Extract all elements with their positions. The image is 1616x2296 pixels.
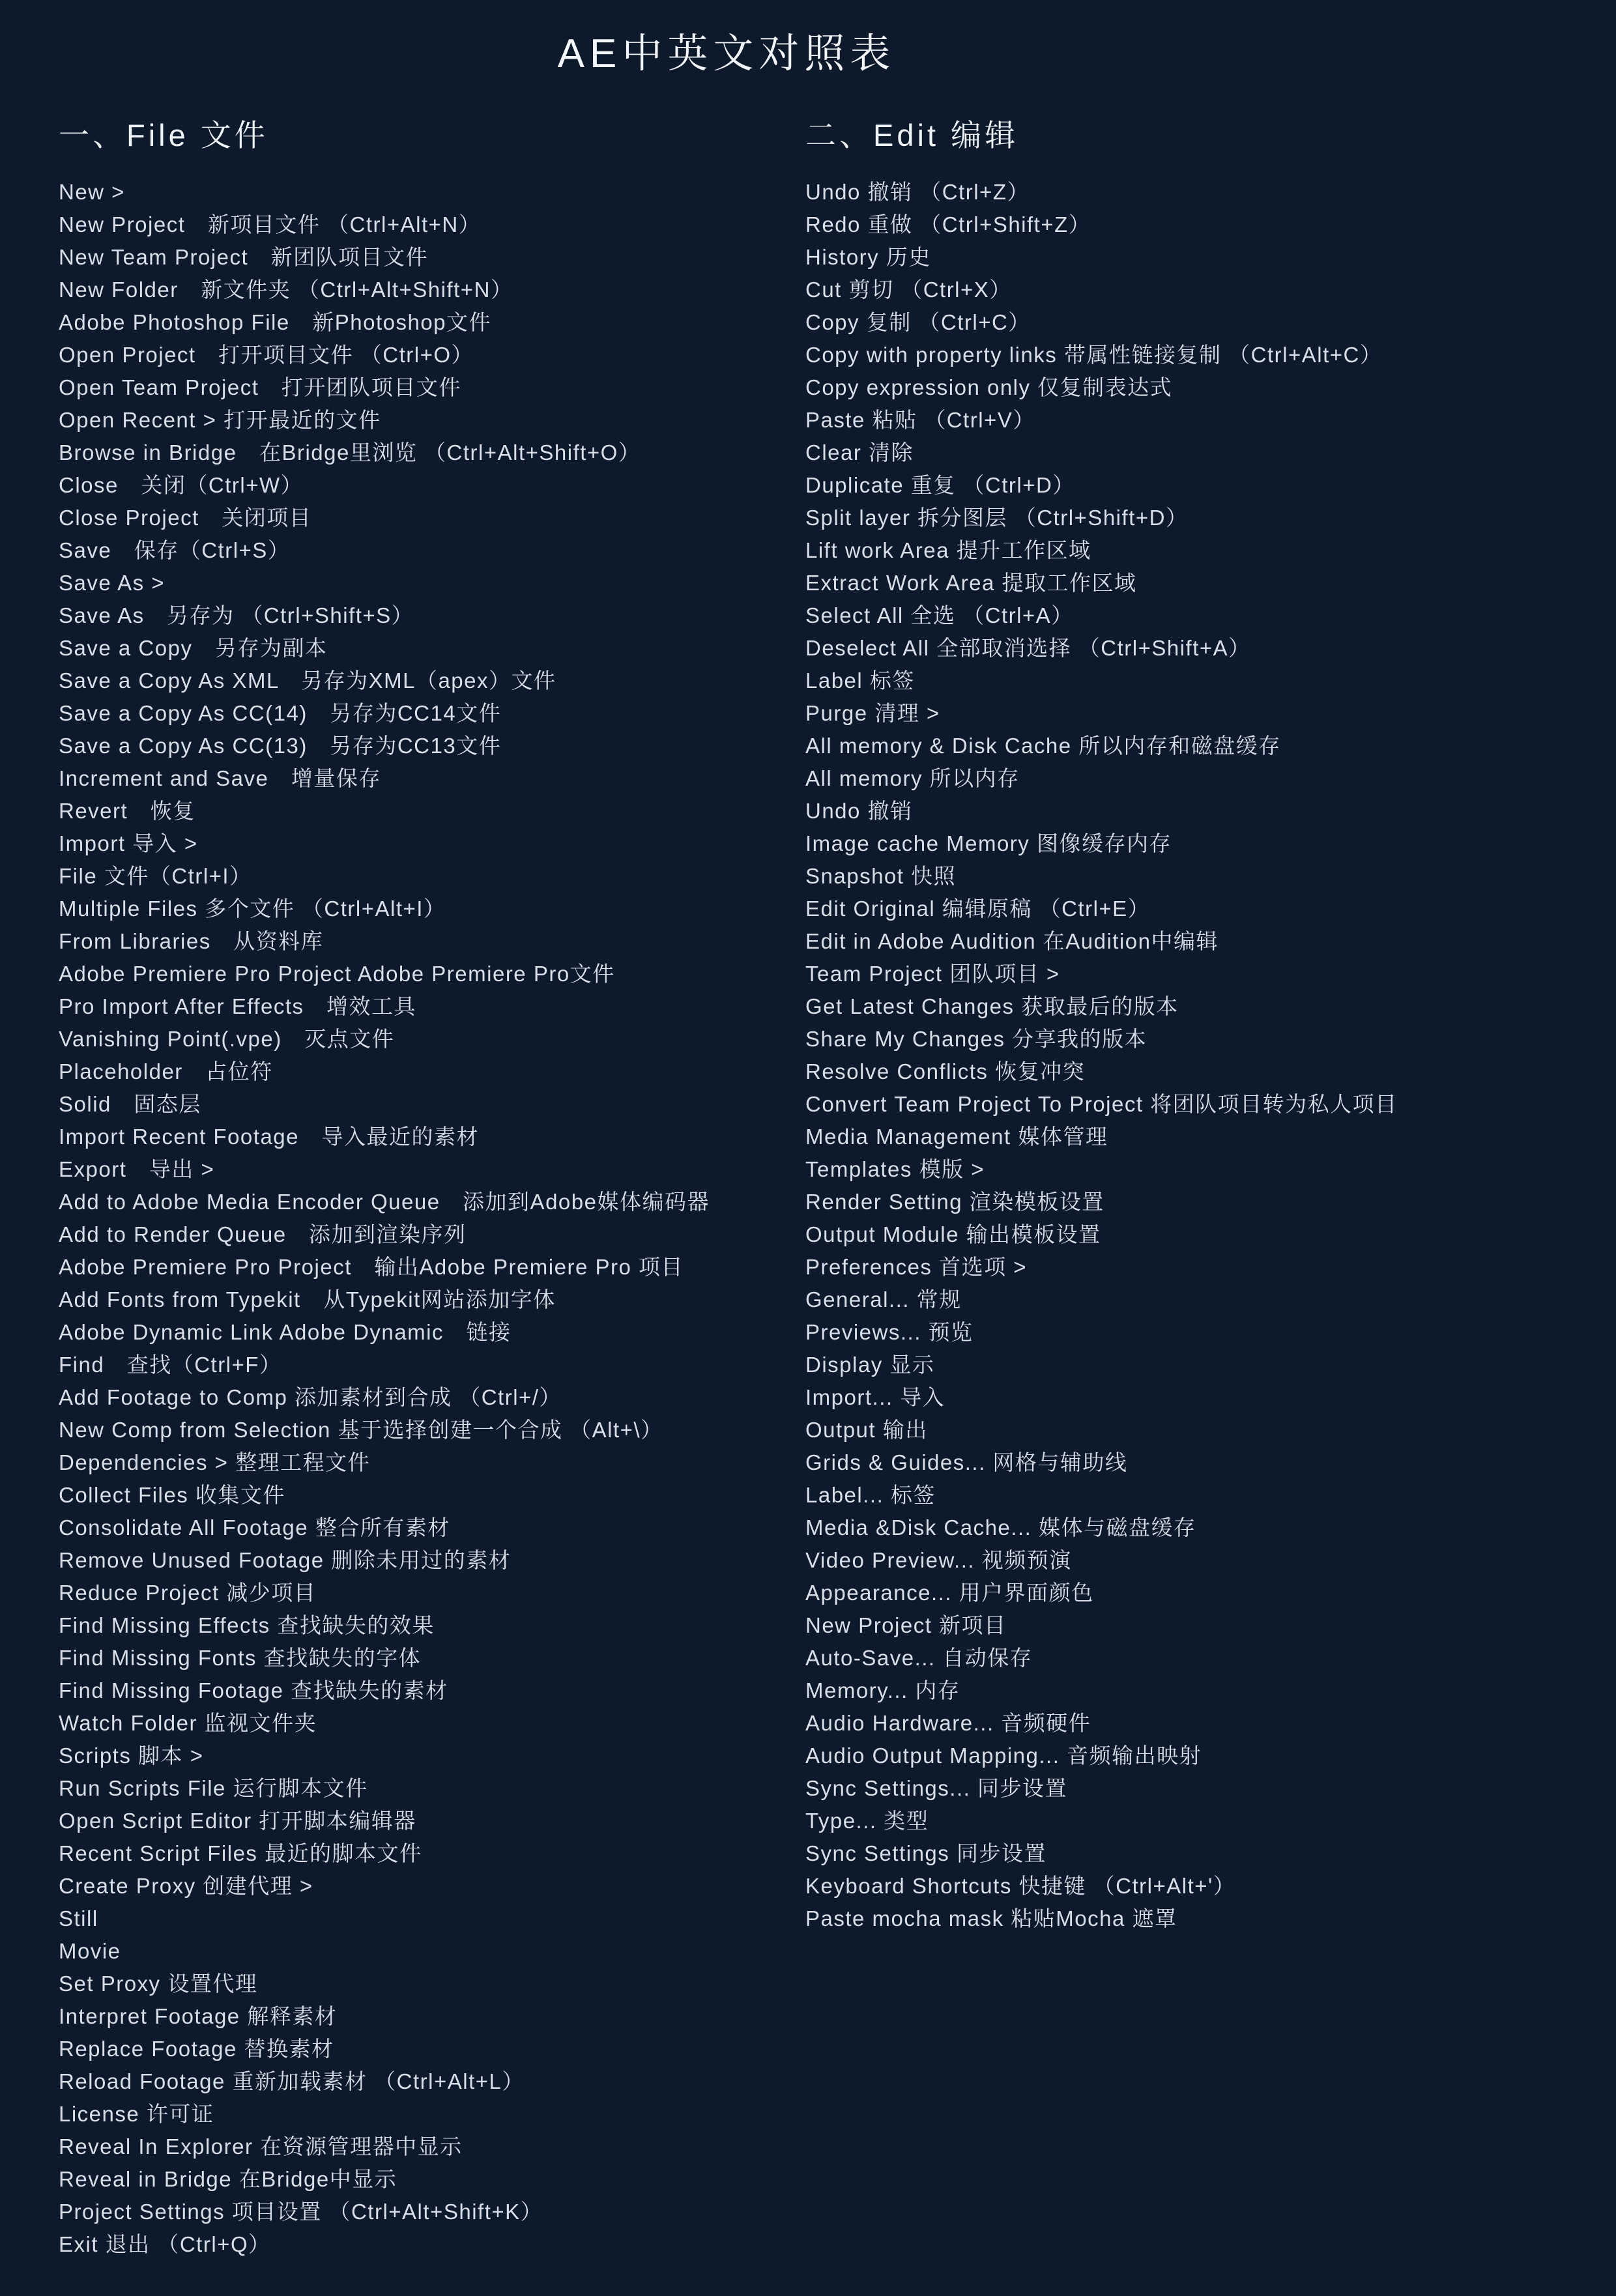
menu-item: New > (59, 180, 125, 204)
menu-item: Extract Work Area 提取工作区域 (805, 571, 1137, 595)
menu-item: Edit in Adobe Audition 在Audition中编辑 (805, 929, 1219, 953)
menu-item: Add to Render Queue 添加到渲染序列 (59, 1222, 467, 1246)
menu-item: Save As 另存为 （Ctrl+Shift+S） (59, 603, 414, 627)
menu-item: All memory 所以内存 (805, 766, 1020, 790)
menu-item: Copy expression only 仅复制表达式 (805, 375, 1173, 399)
file-section-header: 一、File 文件 (59, 118, 268, 152)
menu-item: Add Footage to Comp 添加素材到合成 （Ctrl+/） (59, 1385, 562, 1409)
menu-item: Movie (59, 1939, 121, 1963)
menu-item: Auto-Save... 自动保存 (805, 1646, 1033, 1670)
menu-item: Save a Copy As CC(13) 另存为CC13文件 (59, 734, 502, 758)
menu-item: Close Project 关闭项目 (59, 506, 312, 530)
menu-item: Dependencies > 整理工程文件 (59, 1450, 371, 1474)
menu-item: Save a Copy As CC(14) 另存为CC14文件 (59, 701, 502, 725)
edit-section-header: 二、Edit 编辑 (805, 118, 1019, 152)
menu-item: Label 标签 (805, 668, 915, 693)
menu-item: Convert Team Project To Project 将团队项目转为私人项目 (805, 1092, 1398, 1116)
menu-item: Audio Hardware... 音频硬件 (805, 1711, 1091, 1735)
menu-item: Scripts 脚本 > (59, 1744, 204, 1768)
menu-item: Collect Files 收集文件 (59, 1483, 285, 1507)
menu-item: Select All 全选 （Ctrl+A） (805, 603, 1074, 627)
menu-item: Audio Output Mapping... 音频输出映射 (805, 1744, 1202, 1768)
menu-item: Find Missing Footage 查找缺失的素材 (59, 1678, 448, 1702)
menu-item: Output Module 输出模板设置 (805, 1222, 1101, 1246)
menu-item: Resolve Conflicts 恢复冲突 (805, 1059, 1086, 1083)
menu-item: Create Proxy 创建代理 > (59, 1874, 313, 1898)
menu-item: Get Latest Changes 获取最后的版本 (805, 994, 1179, 1018)
menu-item: Open Team Project 打开团队项目文件 (59, 375, 461, 399)
menu-item: Add Fonts from Typekit 从Typekit网站添加字体 (59, 1287, 556, 1312)
menu-item: Lift work Area 提升工作区域 (805, 538, 1091, 562)
menu-item: Copy 复制 （Ctrl+C） (805, 310, 1031, 334)
menu-item: Deselect All 全部取消选择 （Ctrl+Shift+A） (805, 636, 1251, 660)
menu-item: Adobe Premiere Pro Project 输出Adobe Premiere Pro 项目 (59, 1255, 684, 1279)
menu-item: Adobe Photoshop File 新Photoshop文件 (59, 310, 492, 334)
menu-item: Find Missing Fonts 查找缺失的字体 (59, 1646, 422, 1670)
menu-item: Keyboard Shortcuts 快捷键 （Ctrl+Alt+'） (805, 1874, 1236, 1898)
menu-item: Video Preview... 视频预演 (805, 1548, 1072, 1572)
menu-item: Find 查找（Ctrl+F） (59, 1353, 282, 1377)
menu-item: Purge 清理 > (805, 701, 940, 725)
menu-item: Find Missing Effects 查找缺失的效果 (59, 1613, 435, 1637)
menu-item: Still (59, 1906, 98, 1930)
menu-item: All memory & Disk Cache 所以内存和磁盘缓存 (805, 734, 1281, 758)
menu-item: Adobe Dynamic Link Adobe Dynamic 链接 (59, 1320, 512, 1344)
menu-item: Import... 导入 (805, 1385, 945, 1409)
menu-item: Recent Script Files 最近的脚本文件 (59, 1841, 422, 1865)
menu-item: Pro Import After Effects 增效工具 (59, 994, 417, 1018)
menu-item: Clear 清除 (805, 440, 914, 465)
menu-item: Templates 模版 > (805, 1157, 985, 1181)
menu-item: Redo 重做 （Ctrl+Shift+Z） (805, 212, 1091, 237)
menu-item: Snapshot 快照 (805, 864, 957, 888)
edit-menu-list (805, 176, 1607, 1935)
menu-item: Previews... 预览 (805, 1320, 974, 1344)
menu-item: New Folder 新文件夹 （Ctrl+Alt+Shift+N） (59, 278, 513, 302)
menu-item: Share My Changes 分享我的版本 (805, 1027, 1147, 1051)
file-section (59, 119, 788, 2261)
menu-item: Save a Copy As XML 另存为XML（apex）文件 (59, 668, 556, 693)
menu-item: Reload Footage 重新加载素材 （Ctrl+Alt+L） (59, 2069, 525, 2093)
menu-item: Save As > (59, 571, 166, 595)
menu-item: Increment and Save 增量保存 (59, 766, 381, 790)
menu-item: Placeholder 占位符 (59, 1059, 273, 1083)
edit-section (805, 119, 1607, 1935)
menu-item: Memory... 内存 (805, 1678, 960, 1702)
menu-item: Remove Unused Footage 删除未用过的素材 (59, 1548, 512, 1572)
menu-item: Open Recent > 打开最近的文件 (59, 408, 381, 432)
menu-item: Exit 退出 （Ctrl+Q） (59, 2232, 271, 2256)
page-title: AE中英文对照表 (557, 31, 896, 76)
menu-item: Paste 粘贴 （Ctrl+V） (805, 408, 1035, 432)
menu-item: Edit Original 编辑原稿 （Ctrl+E） (805, 897, 1151, 921)
menu-item: Run Scripts File 运行脚本文件 (59, 1776, 368, 1800)
menu-item: Duplicate 重复 （Ctrl+D） (805, 473, 1075, 497)
menu-item: Render Setting 渲染模板设置 (805, 1190, 1104, 1214)
menu-item: Open Script Editor 打开脚本编辑器 (59, 1809, 416, 1833)
menu-item: Split layer 拆分图层 （Ctrl+Shift+D） (805, 506, 1189, 530)
menu-item: Import Recent Footage 导入最近的素材 (59, 1125, 480, 1149)
menu-item: Revert 恢复 (59, 799, 195, 823)
menu-item: Grids & Guides... 网格与辅助线 (805, 1450, 1128, 1474)
menu-item: Cut 剪切 （Ctrl+X） (805, 278, 1012, 302)
menu-item: File 文件（Ctrl+I） (59, 864, 252, 888)
menu-item: From Libraries 从资料库 (59, 929, 324, 953)
menu-item: Undo 撤销 （Ctrl+Z） (805, 180, 1030, 204)
menu-item: Image cache Memory 图像缓存内存 (805, 831, 1172, 855)
menu-item: Consolidate All Footage 整合所有素材 (59, 1515, 450, 1540)
menu-item: Import 导入 > (59, 831, 198, 855)
menu-item: New Project 新项目 (805, 1613, 1007, 1637)
menu-item: Preferences 首选项 > (805, 1255, 1028, 1279)
menu-item: Solid 固态层 (59, 1092, 201, 1116)
menu-item: Sync Settings 同步设置 (805, 1841, 1046, 1865)
menu-item: History 历史 (805, 245, 931, 269)
menu-item: Save a Copy 另存为副本 (59, 636, 328, 660)
menu-item: Media Management 媒体管理 (805, 1125, 1108, 1149)
menu-item: Replace Footage 替换素材 (59, 2037, 334, 2061)
menu-item: Close 关闭（Ctrl+W） (59, 473, 304, 497)
menu-item: Media &Disk Cache... 媒体与磁盘缓存 (805, 1515, 1196, 1540)
menu-item: Open Project 打开项目文件 （Ctrl+O） (59, 343, 474, 367)
menu-item: New Comp from Selection 基于选择创建一个合成 （Alt+\） (59, 1418, 663, 1442)
menu-item: License 许可证 (59, 2102, 214, 2126)
menu-item: Browse in Bridge 在Bridge里浏览 （Ctrl+Alt+Shift+O） (59, 440, 641, 465)
menu-item: Type... 类型 (805, 1809, 929, 1833)
menu-item: Reduce Project 减少项目 (59, 1581, 317, 1605)
menu-item: Save 保存（Ctrl+S） (59, 538, 291, 562)
menu-item: General... 常规 (805, 1287, 962, 1312)
menu-item: Project Settings 项目设置 （Ctrl+Alt+Shift+K） (59, 2200, 543, 2224)
menu-item: Label... 标签 (805, 1483, 936, 1507)
menu-item: Undo 撤销 (805, 799, 913, 823)
menu-item: Set Proxy 设置代理 (59, 1972, 258, 1996)
menu-item: Output 输出 (805, 1418, 928, 1442)
menu-item: Appearance... 用户界面颜色 (805, 1581, 1094, 1605)
menu-item: Watch Folder 监视文件夹 (59, 1711, 317, 1735)
menu-item: Reveal In Explorer 在资源管理器中显示 (59, 2134, 463, 2159)
menu-item: Team Project 团队项目 > (805, 962, 1060, 986)
menu-item: Adobe Premiere Pro Project Adobe Premiere Pro文件 (59, 962, 615, 986)
menu-item: Export 导出 > (59, 1157, 215, 1181)
menu-item: New Project 新项目文件 （Ctrl+Alt+N） (59, 212, 482, 237)
menu-item: Add to Adobe Media Encoder Queue 添加到Adobe媒体编码器 (59, 1190, 710, 1214)
menu-item: Copy with property links 带属性链接复制 （Ctrl+Alt+C） (805, 343, 1383, 367)
menu-item: Reveal in Bridge 在Bridge中显示 (59, 2167, 397, 2191)
menu-item: Paste mocha mask 粘贴Mocha 遮罩 (805, 1906, 1177, 1930)
menu-item: New Team Project 新团队项目文件 (59, 245, 429, 269)
menu-item: Display 显示 (805, 1353, 935, 1377)
menu-item: Multiple Files 多个文件 （Ctrl+Alt+I） (59, 897, 446, 921)
menu-item: Interpret Footage 解释素材 (59, 2004, 338, 2028)
menu-item: Vanishing Point(.vpe) 灭点文件 (59, 1027, 395, 1051)
menu-item: Sync Settings... 同步设置 (805, 1776, 1067, 1800)
file-menu-list (59, 176, 788, 2261)
